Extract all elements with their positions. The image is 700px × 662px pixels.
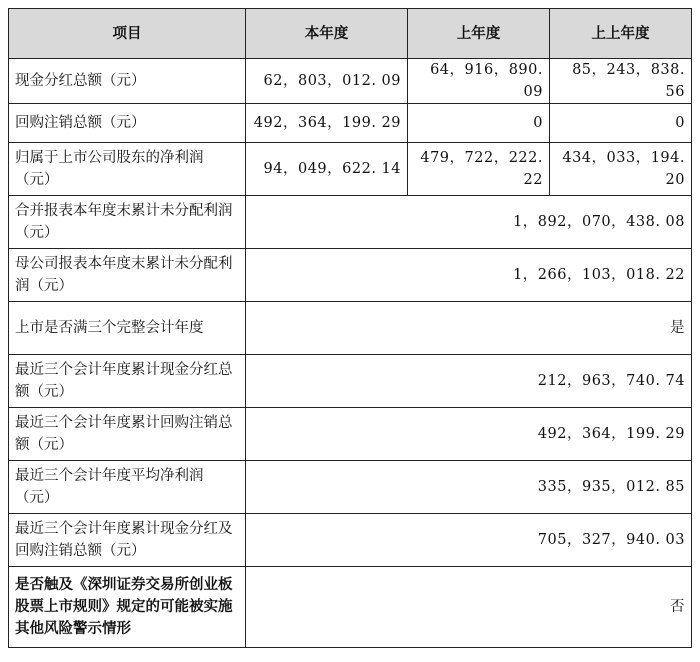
cell-prior: 434，033，194. 20	[550, 143, 692, 196]
row-three-year-average-net-profit	[9, 461, 692, 514]
cell-current: 62，803，012. 09	[246, 59, 408, 104]
cell-value: 否	[246, 567, 692, 648]
cell-value: 是	[246, 302, 692, 355]
row-label: 最近三个会计年度平均净利润（元）	[9, 461, 246, 514]
row-three-year-dividend-and-buyback	[9, 514, 692, 567]
header-row	[9, 9, 692, 59]
row-consolidated-undistributed-profit	[9, 196, 692, 249]
header-prior-year: 上上年度	[550, 9, 692, 59]
cell-value: 335，935，012. 85	[246, 461, 692, 514]
row-label: 合并报表本年度末累计未分配利润（元）	[9, 196, 246, 249]
cell-value: 1，266，103，018. 22	[246, 249, 692, 302]
row-label: 最近三个会计年度累计现金分红总额（元）	[9, 355, 246, 408]
cell-current: 492，364，199. 29	[246, 104, 408, 143]
dividend-table	[8, 8, 692, 648]
row-cash-dividend	[9, 59, 692, 104]
cell-previous: 0	[408, 104, 550, 143]
row-three-year-buyback	[9, 408, 692, 461]
row-buyback-cancel	[9, 104, 692, 143]
row-label: 归属于上市公司股东的净利润（元）	[9, 143, 246, 196]
header-current-year: 本年度	[246, 9, 408, 59]
cell-prior: 85，243，838. 56	[550, 59, 692, 104]
header-item: 项目	[9, 9, 246, 59]
row-risk-warning	[9, 567, 692, 648]
row-net-profit	[9, 143, 692, 196]
row-label: 是否触及《深圳证券交易所创业板股票上市规则》规定的可能被实施其他风险警示情形	[9, 567, 246, 648]
header-previous-year: 上年度	[408, 9, 550, 59]
row-label: 回购注销总额（元）	[9, 104, 246, 143]
row-label: 现金分红总额（元）	[9, 59, 246, 104]
cell-previous: 479，722，222. 22	[408, 143, 550, 196]
cell-previous: 64，916，890. 09	[408, 59, 550, 104]
row-label: 最近三个会计年度累计回购注销总额（元）	[9, 408, 246, 461]
row-label: 母公司报表本年度末累计未分配利润（元）	[9, 249, 246, 302]
cell-value: 492，364，199. 29	[246, 408, 692, 461]
cell-prior: 0	[550, 104, 692, 143]
cell-value: 1，892，070，438. 08	[246, 196, 692, 249]
row-label: 上市是否满三个完整会计年度	[9, 302, 246, 355]
row-parent-undistributed-profit	[9, 249, 692, 302]
row-label: 最近三个会计年度累计现金分红及回购注销总额（元）	[9, 514, 246, 567]
cell-current: 94，049，622. 14	[246, 143, 408, 196]
row-three-full-years-listed	[9, 302, 692, 355]
cell-value: 705，327，940. 03	[246, 514, 692, 567]
row-three-year-cash-dividend	[9, 355, 692, 408]
cell-value: 212，963，740. 74	[246, 355, 692, 408]
